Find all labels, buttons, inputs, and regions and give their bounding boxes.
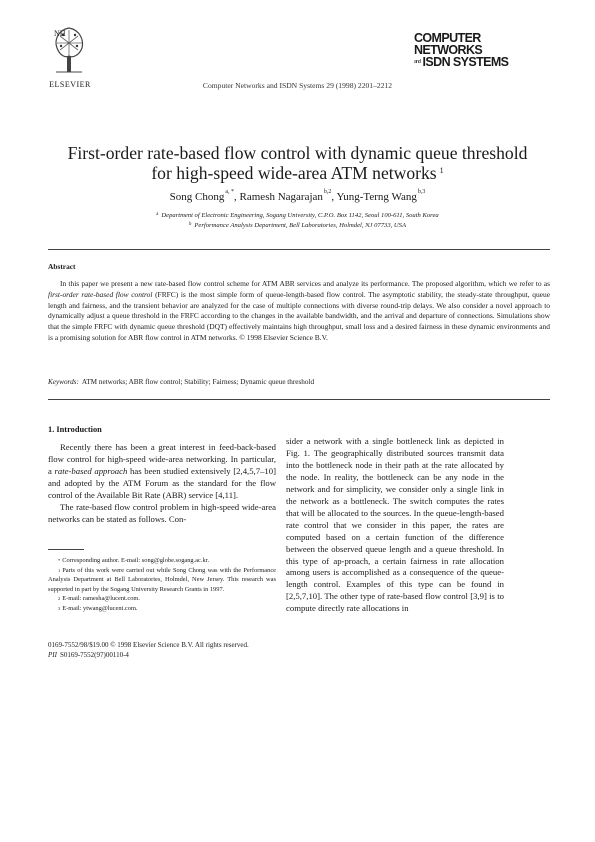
footnote-text: E-mail: ytwang@lucent.com. bbox=[62, 604, 138, 612]
footnote-text: E-mail: ramesha@lucent.com. bbox=[62, 595, 141, 603]
journal-logo-amp: and bbox=[414, 59, 421, 65]
copyright-line: 0169-7552/98/$19.00 © 1998 Elsevier Science B.V. All rights reserved. bbox=[48, 641, 249, 649]
journal-logo-line2: NETWORKS bbox=[414, 43, 483, 57]
author-list: Song Chong$^{a, *}$, Ramesh Nagarajan$^{b,2}$, Yung-Terng Wang$^{b,3}$ bbox=[169, 189, 426, 203]
affiliation-a bbox=[0, 212, 595, 219]
abstract-text-part: (FRFC) is the most simple form of queue-length-based flow control. The asymptotic stability, the steady-state throughput, queue length and fairness, and the transient behavior are analyzed for the case of multiple connections with diverse round-trip delays. We also consider a novel approach to dynamically adjust a queue threshold in the FRFC according to the changes in the available bandwidth, and the arrival and departure of connections. Simulations show that the simple FRFC with dynamic queue threshold (DQT) effectively maintains high throughput, small loss and a desired fairness in these dynamic environments and is a promising solution for ABR flow control in ATM networks. © 1998 Elsevier Science B.V. bbox=[48, 289, 550, 342]
intro-paragraph-1 bbox=[48, 442, 276, 502]
journal-logo bbox=[414, 32, 510, 68]
footnote bbox=[48, 604, 276, 614]
abstract-text-part: In this paper we present a new rate-based flow control scheme for ATM ABR services and analyze its performance. The proposed algorithm, which we refer to as bbox=[60, 279, 550, 288]
abstract-bottom-rule bbox=[48, 399, 550, 400]
paragraph-text: has been studied extensively [2,4,5,7–10] and adopted by the ATM Forum as the standard for the flow control of the Available Bit Rate (ABR) service [4,11]. bbox=[48, 465, 276, 500]
nh-mark: NH bbox=[54, 29, 66, 38]
abstract-heading: Abstract bbox=[48, 262, 76, 271]
journal-logo-line3: ISDN SYSTEMS bbox=[422, 55, 509, 69]
footnotes bbox=[48, 556, 276, 614]
title-line-1: First-order rate-based flow control with dynamic queue threshold bbox=[67, 143, 528, 163]
intro-paragraph-2: The rate-based flow control problem in high-speed wide-area networks can be stated as follows. Con- bbox=[48, 501, 276, 524]
affiliation-mark: b bbox=[189, 222, 192, 227]
elsevier-tree-icon bbox=[52, 26, 86, 76]
elsevier-wordmark: ELSEVIER bbox=[49, 80, 91, 89]
paragraph-emphasis: rate-based approach bbox=[54, 465, 128, 476]
affiliation-text: Department of Electronic Engineering, Sogang University, C.P.O. Box 1142, Seoul 100-611, South Korea bbox=[161, 212, 439, 219]
author-affiliation-mark: b,3 bbox=[417, 189, 426, 195]
pii-label: PII bbox=[48, 651, 57, 659]
journal-logo-line1: COMPUTER bbox=[414, 31, 481, 45]
author-name: Ramesh Nagarajan bbox=[239, 191, 323, 203]
left-column bbox=[48, 424, 276, 526]
pii-value: S0169-7552(97)00110-4 bbox=[59, 651, 129, 659]
footnote bbox=[48, 556, 276, 566]
right-column bbox=[286, 436, 504, 615]
affiliation-mark: a bbox=[156, 212, 159, 217]
pii-line bbox=[48, 650, 249, 660]
author-affiliation-mark: b,2 bbox=[323, 189, 332, 195]
section-heading: 1. Introduction bbox=[48, 425, 102, 434]
journal-reference: Computer Networks and ISDN Systems 29 (1998) 2201–2212 bbox=[202, 81, 393, 90]
author-name: Yung-Terng Wang bbox=[336, 191, 417, 203]
footnote-mark: 3 bbox=[58, 605, 61, 611]
footnote bbox=[48, 594, 276, 604]
affiliation-b bbox=[0, 222, 595, 229]
abstract-text bbox=[48, 279, 550, 344]
footnote-text: Parts of this work were carried out while Song Chong was with the Performance Analysis Department at Bell Laboratories, Holmdel, New Jersey. This research was supported in part by the Sogang University Research Grants in 1997. bbox=[48, 566, 276, 593]
author-name: Song Chong bbox=[169, 191, 225, 203]
paper-title bbox=[30, 143, 565, 183]
title-line-2: for high-speed wide-area ATM networks bbox=[151, 163, 437, 183]
journal-logo-line3-wrap bbox=[414, 56, 510, 68]
copyright-block bbox=[48, 640, 249, 660]
affiliation-text: Performance Analysis Department, Bell Laboratories, Holmdel, NJ 07733, USA bbox=[194, 222, 406, 229]
keywords-label: Keywords: bbox=[48, 378, 79, 386]
title-footnote-mark: 1 bbox=[439, 166, 444, 175]
footnote-mark: 1 bbox=[58, 567, 61, 573]
paragraph-text: Recently there has been a great interest in feed-back-based flow control for high-speed wide-area networking. In particular, a bbox=[48, 441, 276, 476]
footnote-rule bbox=[48, 549, 84, 550]
footnote-text: Corresponding author. E-mail: song@globe.sogang.ac.kr. bbox=[62, 557, 210, 564]
author-affiliation-mark: a, * bbox=[225, 189, 235, 195]
abstract-top-rule bbox=[48, 249, 550, 250]
abstract-term: first-order rate-based flow control bbox=[48, 289, 153, 299]
footnote bbox=[48, 566, 276, 595]
footnote-mark: * bbox=[58, 558, 61, 563]
intro-paragraph-continued: sider a network with a single bottleneck link as depicted in Fig. 1. The geographically distributed sources transmit data into the bottleneck node in their path at the rate allocated by the node. In reality, the bottleneck can be any node in the network and for simplicity, we consider only a single link in the network as a bottleneck. The switch computes the rates that will be allocated to the sources. In the queue-length-based rate control that we consider in this paper, the rates are computed based on a certain function of the difference between the observed queue length and a queue threshold. In this type of ap-proach, a certain fairness in rate allocation among users is accomplished as a consequence of the queue-length control. Examples of this type can be found in [2,5,7,10]. The other type of rate-based flow control [3,9] is to compute directly rate allocations in bbox=[286, 436, 504, 614]
keywords-list: ATM networks; ABR flow control; Stability; Fairness; Dynamic queue threshold bbox=[81, 378, 315, 386]
keywords bbox=[48, 378, 550, 386]
footnote-mark: 2 bbox=[58, 596, 61, 602]
